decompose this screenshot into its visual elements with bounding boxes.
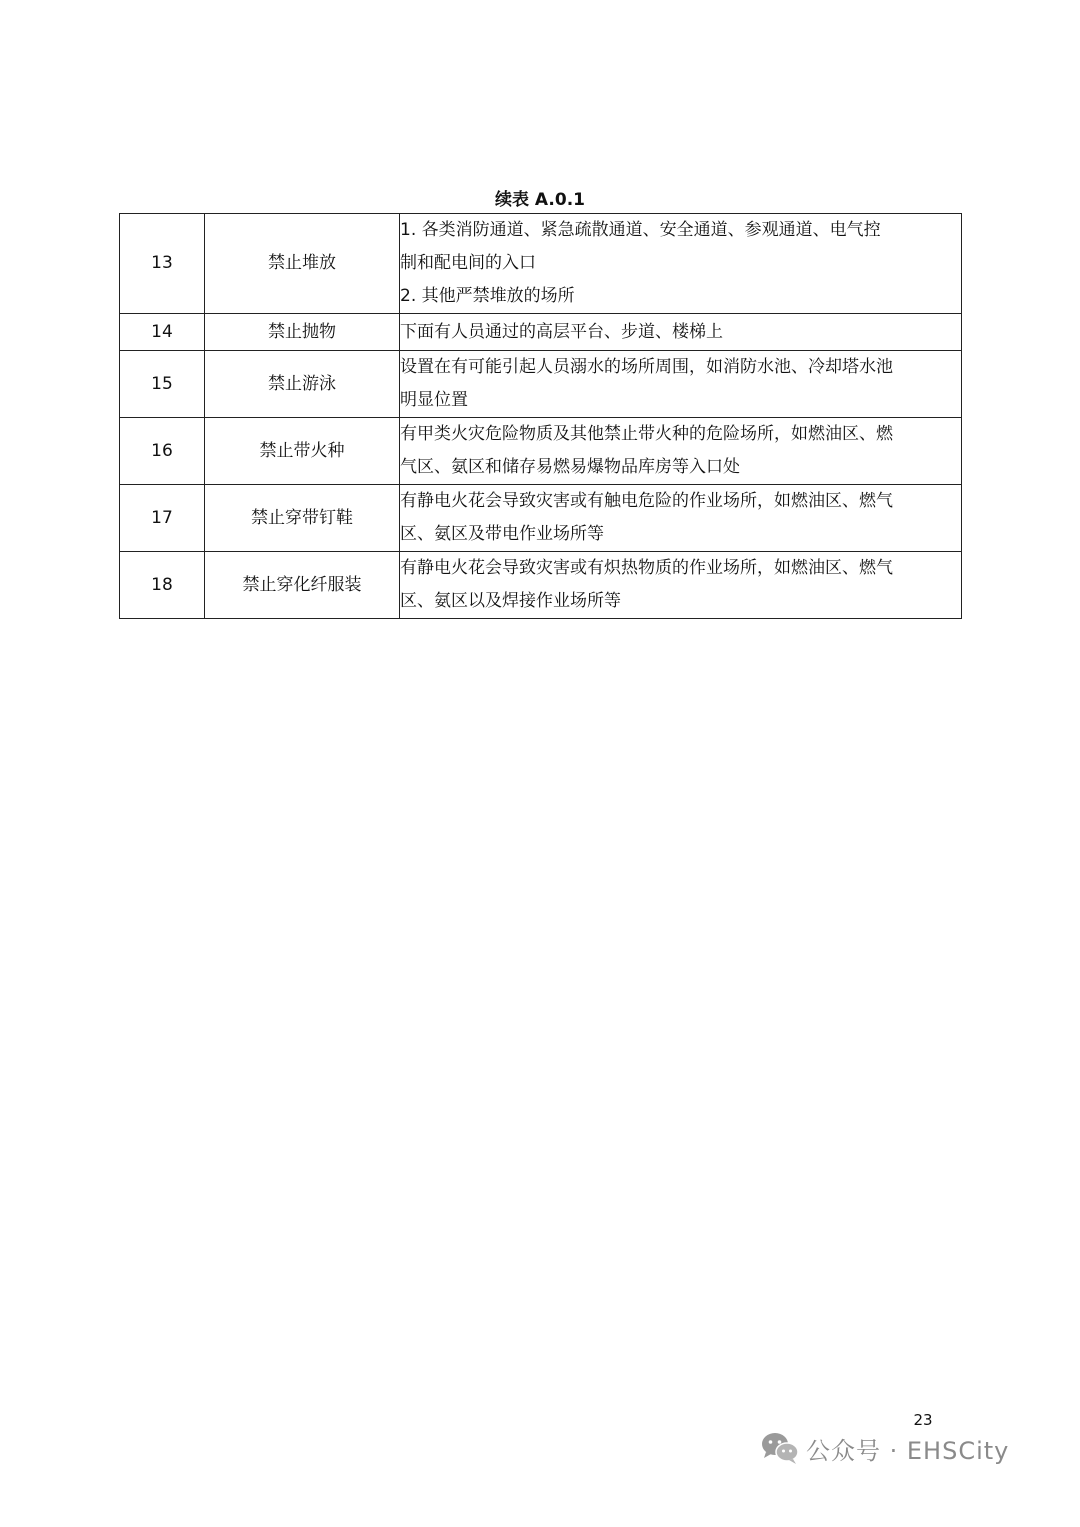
table-row — [120, 552, 962, 619]
table-row — [120, 314, 962, 351]
wechat-icon — [760, 1430, 800, 1466]
description-line: 区、氨区及带电作业场所等 — [400, 524, 604, 544]
row-number: 17 — [120, 485, 205, 552]
table-row — [120, 485, 962, 552]
location-description — [400, 314, 962, 351]
watermark-text: 公众号 · EHSCity — [806, 1436, 1010, 1465]
description-line: 有静电火花会导致灾害或有触电危险的作业场所，如燃油区、燃气 — [400, 491, 893, 511]
description-line: 有静电火花会导致灾害或有炽热物质的作业场所，如燃油区、燃气 — [400, 558, 893, 578]
description-line: 制和配电间的入口 — [400, 253, 536, 273]
location-description — [400, 418, 962, 485]
table-row — [120, 351, 962, 418]
sign-name: 禁止游泳 — [205, 351, 400, 418]
sign-name: 禁止带火种 — [205, 418, 400, 485]
sign-name: 禁止堆放 — [205, 214, 400, 314]
description-line: 区、氨区以及焊接作业场所等 — [400, 591, 621, 611]
description-line: 1. 各类消防通道、紧急疏散通道、安全通道、参观通道、电气控 — [400, 220, 881, 240]
description-line: 明显位置 — [400, 390, 468, 410]
table-row — [120, 418, 962, 485]
sign-name: 禁止抛物 — [205, 314, 400, 351]
description-line: 下面有人员通过的高层平台、步道、楼梯上 — [400, 321, 723, 342]
description-line: 2. 其他严禁堆放的场所 — [400, 286, 575, 306]
row-number: 18 — [120, 552, 205, 619]
prohibition-sign-table — [119, 213, 962, 619]
sign-name: 禁止穿化纤服装 — [205, 552, 400, 619]
table-caption: 续表 A.0.1 — [495, 190, 585, 210]
location-description — [400, 351, 962, 418]
watermark — [760, 1430, 1009, 1466]
description-line: 气区、氨区和储存易燃易爆物品库房等入口处 — [400, 457, 740, 477]
location-description — [400, 214, 962, 314]
row-number: 15 — [120, 351, 205, 418]
page-number: 23 — [913, 1411, 933, 1429]
sign-name: 禁止穿带钉鞋 — [205, 485, 400, 552]
table-row — [120, 214, 962, 314]
row-number: 16 — [120, 418, 205, 485]
location-description — [400, 485, 962, 552]
row-number: 14 — [120, 314, 205, 351]
description-line: 有甲类火灾危险物质及其他禁止带火种的危险场所，如燃油区、燃 — [400, 424, 893, 444]
row-number: 13 — [120, 214, 205, 314]
description-line: 设置在有可能引起人员溺水的场所周围，如消防水池、冷却塔水池 — [400, 357, 893, 377]
location-description — [400, 552, 962, 619]
